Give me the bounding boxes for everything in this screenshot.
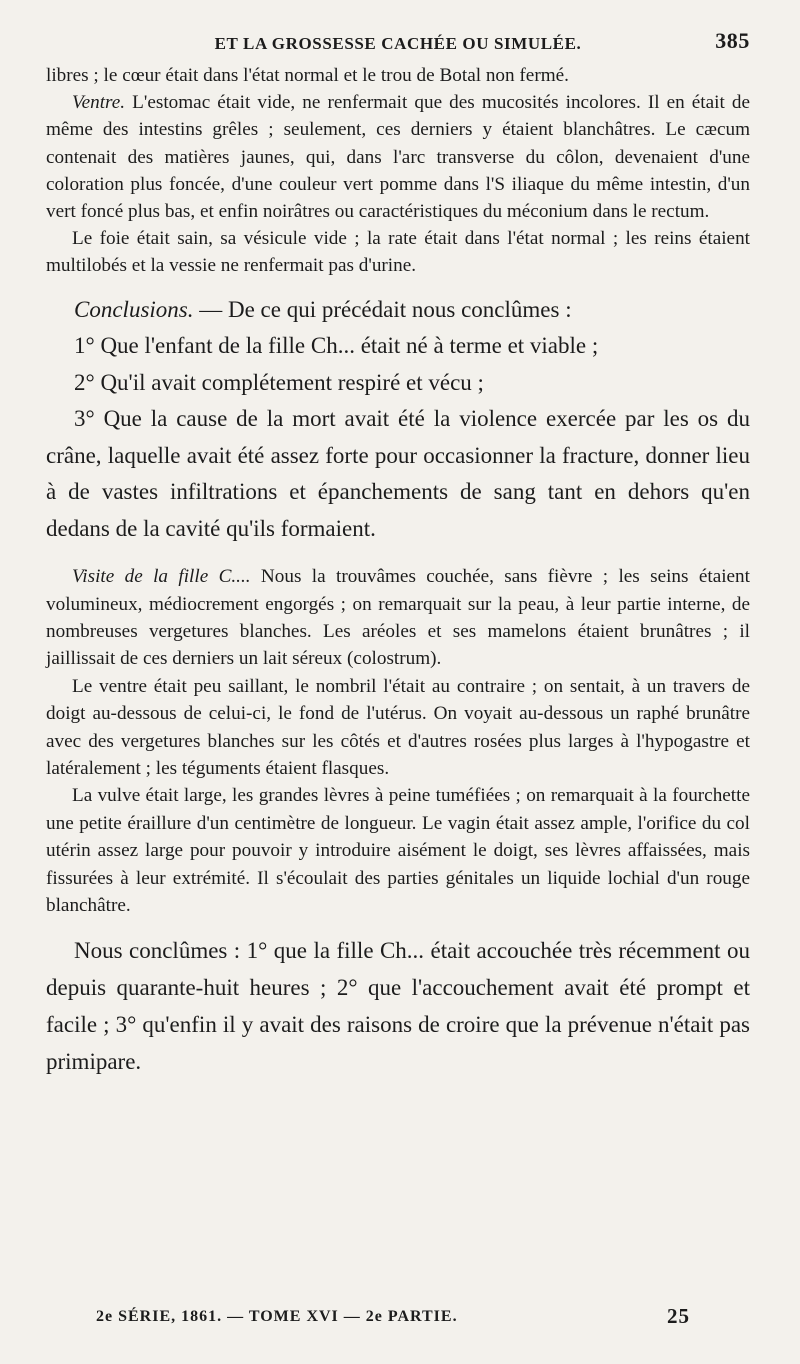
autopsy-section xyxy=(46,62,750,280)
ventre-heading: Ventre. xyxy=(72,92,126,114)
running-head xyxy=(46,28,750,62)
footer-signature: 2e SÉRIE, 1861. — TOME XVI — 2e PARTIE. xyxy=(96,1308,458,1325)
sheet-number: 25 xyxy=(667,1304,690,1328)
visit-heading: Visite de la fille C.... xyxy=(72,566,251,588)
ventre-text: L'estomac était vide, ne renfermait que des mucosités incolores. Il en était de même des intestins grêles ; seulement, ces derniers y étaient blanchâtres. Le cæcum contenait des matières jaunes, qui, dans l'arc transverse du côlon, devenaient d'une coloration plus foncée, d'une couleur vert pomme dans l'S iliaque du même intestin, d'un vert foncé plus bas, et enfin noirâtres ou caractéristiques du méconium dans le rectum. xyxy=(46,92,750,223)
autopsy-paragraph-1: libres ; le cœur était dans l'état normal et le trou de Botal non fermé. xyxy=(46,65,569,86)
visit-text: Nous la trouvâmes couchée, sans fièvre ; les seins étaient volumineux, médiocrement engorgés ; on remarquait sur la peau, à leur partie interne, de nombreuses vergetures blanches. Les aréoles et ses mamelons étaient brunâtres ; il jaillissait de ces derniers un lait séreux (colostrum). xyxy=(46,566,750,670)
conclusion-item-3: 3° Que la cause de la mort avait été la violence exercée par les os du crâne, laquelle avait été assez forte pour occasionner la fracture, donner lieu à de vastes infiltrations et épanchements de sang tant en dehors qu'en dedans de la cavité qu'ils formaient. xyxy=(46,406,750,541)
visit-paragraph-1 xyxy=(46,563,750,673)
conclusions-intro-text: — De ce qui précédait nous conclûmes : xyxy=(193,296,572,322)
final-conclusion-section xyxy=(46,933,750,1080)
final-conclusion-paragraph: Nous conclûmes : 1° que la fille Ch... était accouchée très récemment ou depuis quarante-huit heures ; 2° que l'accouchement avait été prompt et facile ; 3° qu'enfin il y avait des raisons de croire que la prévenue n'était pas primipare. xyxy=(46,938,750,1074)
visit-paragraph-3: La vulve était large, les grandes lèvres à peine tuméfiées ; on remarquait à la fourchette une petite éraillure d'un centimètre de longueur. Le vagin était assez ample, l'orifice du col utérin assez large pour pouvoir y introduire aisément le doigt, ses lèvres affaissées, mais fissurées à leur extrémité. Il s'écoulait des parties génitales un liquide lochial d'un rouge blanchâtre. xyxy=(46,785,750,916)
running-head-title: ET LA GROSSESSE CACHÉE OU SIMULÉE. xyxy=(214,34,582,53)
page-number: 385 xyxy=(715,28,750,53)
conclusions-heading: Conclusions. xyxy=(74,296,194,322)
autopsy-paragraph-organs: Le foie était sain, sa vésicule vide ; la rate était dans l'état normal ; les reins étaient multilobés et la vessie ne renfermait pas d'urine. xyxy=(46,228,750,277)
conclusion-item-2: 2° Qu'il avait complétement respiré et vécu ; xyxy=(74,369,484,395)
page-footer xyxy=(96,1304,690,1328)
conclusions-section xyxy=(46,292,750,548)
conclusion-item-1: 1° Que l'enfant de la fille Ch... était né à terme et viable ; xyxy=(74,333,599,359)
autopsy-paragraph-ventre xyxy=(46,89,750,225)
visit-paragraph-2: Le ventre était peu saillant, le nombril l'était au contraire ; on sentait, à un travers de doigt au-dessous de celui-ci, le fond de l'utérus. On voyait au-dessous un raphé brunâtre avec des vergetures blanches sur les côtés et d'autres rosées plus larges à l'hypogastre et latéralement ; les téguments étaient flasques. xyxy=(46,675,750,779)
conclusions-intro xyxy=(46,292,750,329)
visit-section xyxy=(46,563,750,919)
